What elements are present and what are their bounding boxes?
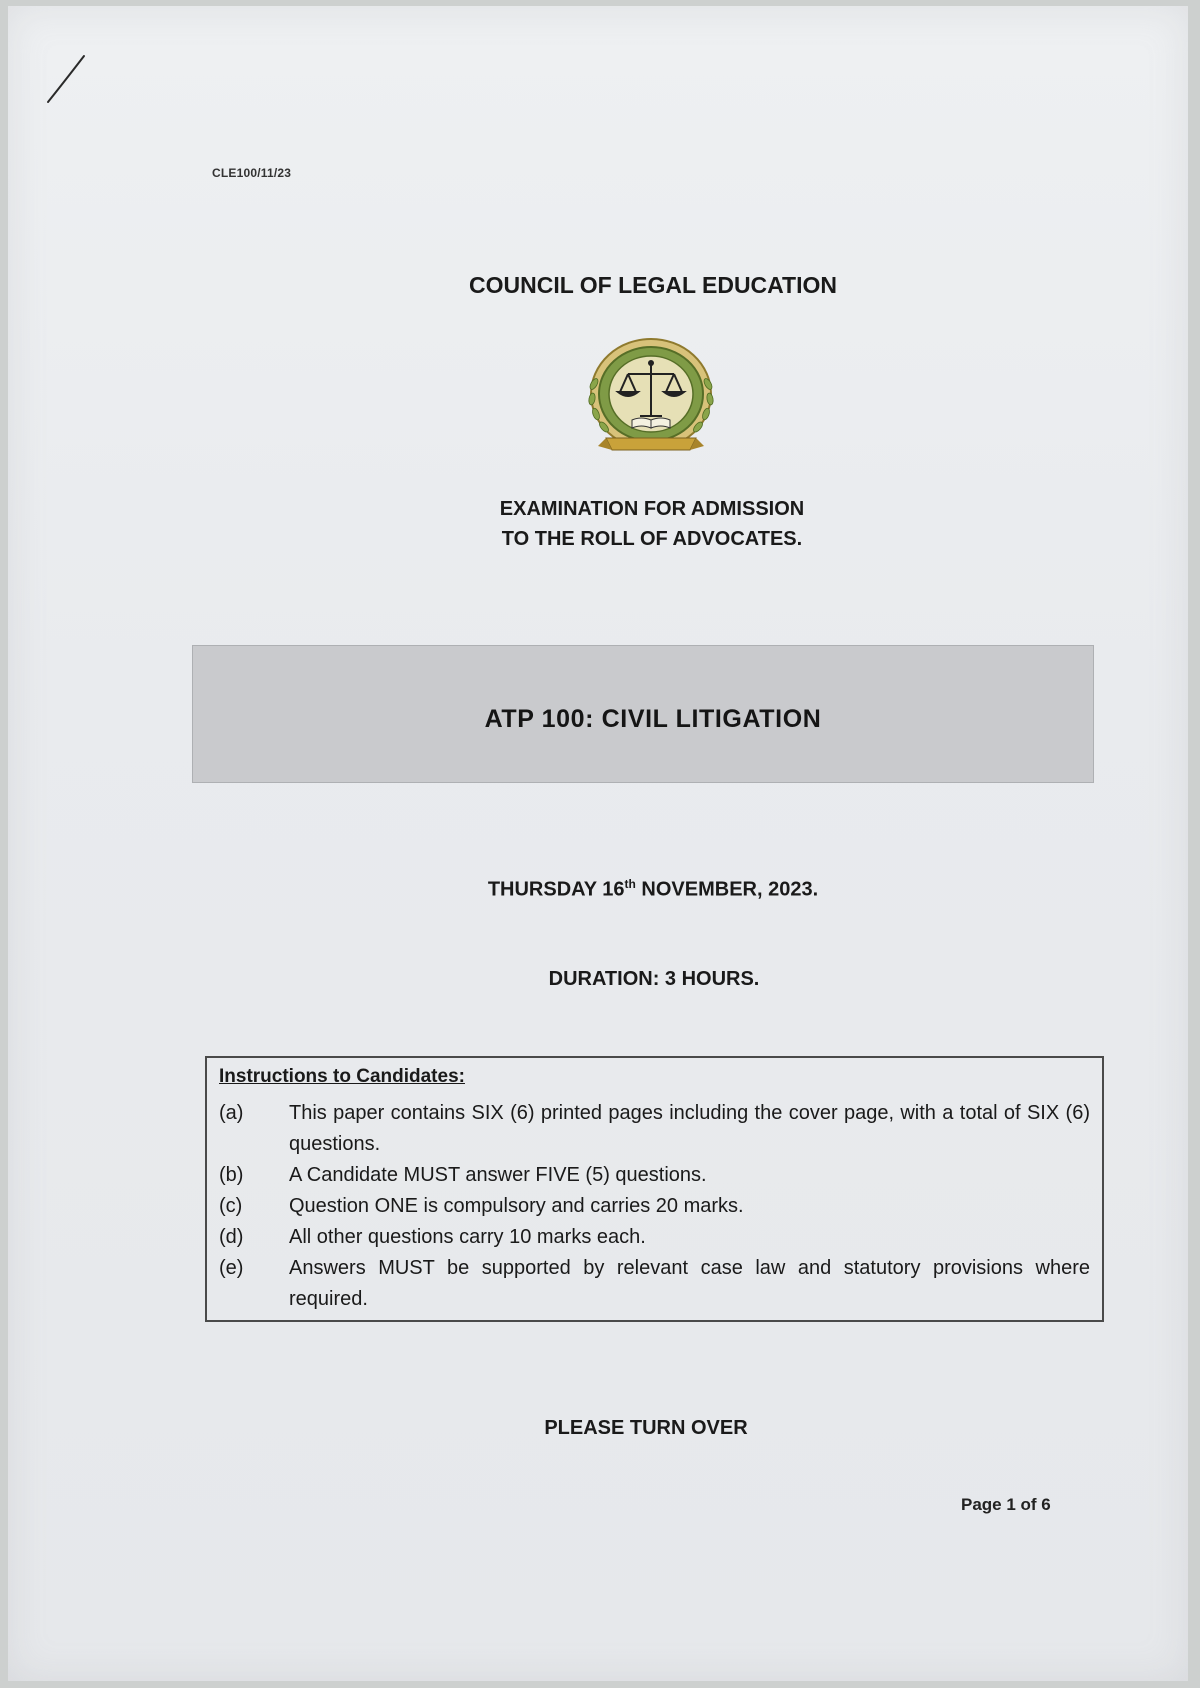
pen-stroke-mark [44,52,94,112]
instruction-item [219,1222,1090,1253]
page-number: Page 1 of 6 [961,1495,1051,1514]
document-code: CLE100/11/23 [212,166,292,180]
instruction-text: All other questions carry 10 marks each. [289,1226,646,1248]
exam-title-line-2: TO THE ROLL OF ADVOCATES. [501,528,803,550]
instruction-item [219,1098,1090,1160]
course-title: ATP 100: CIVIL LITIGATION [484,705,822,733]
instruction-letter: (e) [219,1257,244,1279]
exam-date-ordinal: th [624,877,636,891]
please-turn-over: PLEASE TURN OVER [544,1417,748,1439]
exam-duration: DURATION: 3 HOURS. [548,968,760,990]
exam-title [8,494,1200,554]
instruction-letter: (c) [219,1195,243,1217]
exam-date [8,877,1200,902]
exam-date-day: THURSDAY 16 [487,878,625,901]
instructions-box [205,1056,1104,1322]
instruction-item [219,1191,1090,1222]
council-seal-icon [576,334,726,464]
exam-title-line-1: EXAMINATION FOR ADMISSION [499,498,805,520]
instruction-letter: (d) [219,1226,244,1248]
instruction-text: Answers MUST be supported by relevant case law and statutory provisions where required. [289,1257,1090,1310]
instruction-text: This paper contains SIX (6) printed pages including the cover page, with a total of SIX (6) questions. [289,1102,1090,1155]
instruction-letter: (a) [219,1102,244,1124]
instruction-text: A Candidate MUST answer FIVE (5) questions. [289,1164,707,1186]
instruction-item [219,1253,1090,1315]
instruction-text: Question ONE is compulsory and carries 20 marks. [289,1195,744,1217]
exam-date-month-year: NOVEMBER, 2023. [635,878,819,901]
instructions-heading: Instructions to Candidates: [219,1066,465,1087]
instruction-item [219,1160,1090,1191]
council-title: COUNCIL OF LEGAL EDUCATION [469,272,837,298]
instruction-letter: (b) [219,1164,244,1186]
exam-paper-sheet [8,6,1188,1681]
